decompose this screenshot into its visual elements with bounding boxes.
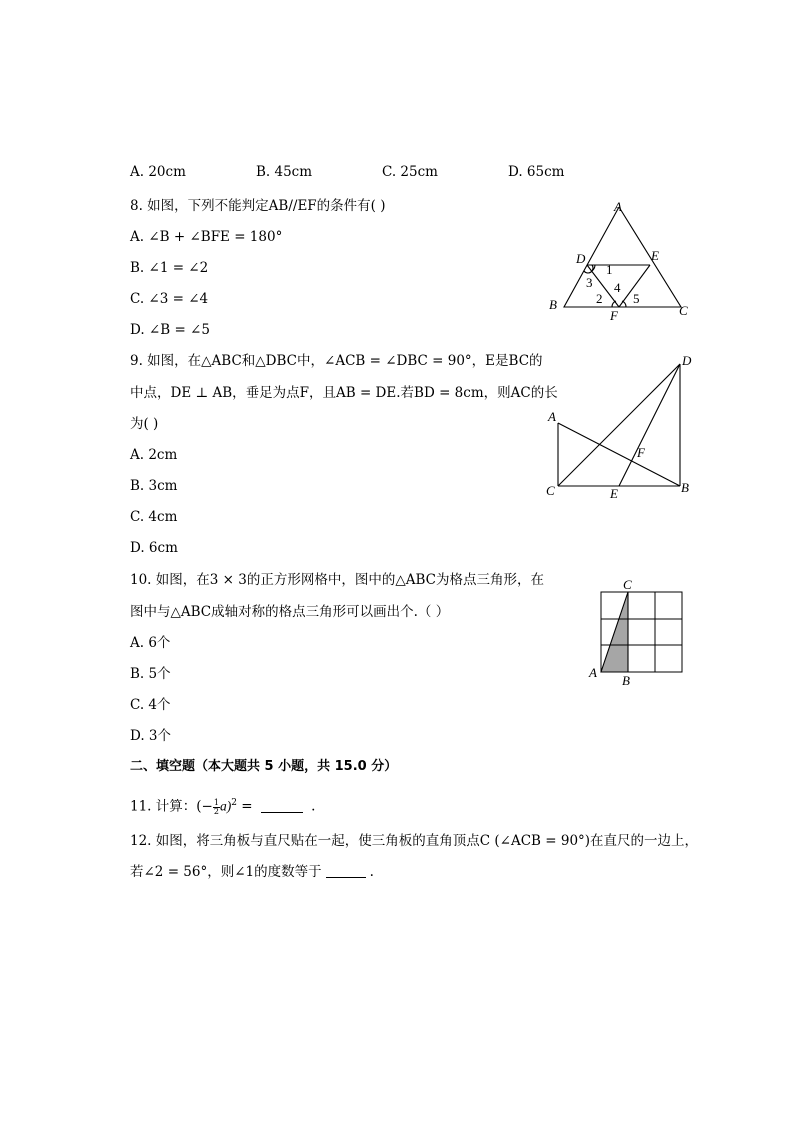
q9-choice-c: C. 4cm: [130, 509, 178, 525]
section2-heading: 二、填空题（本大题共 5 小题，共 15.0 分）: [130, 759, 398, 774]
q8-label-e: E: [651, 248, 659, 263]
q9-label-b: B: [681, 480, 689, 495]
q9-choice-b: B. 3cm: [130, 478, 178, 494]
q11-end: .: [311, 798, 316, 815]
q9-label-e: E: [610, 486, 618, 501]
q10-figure: [585, 575, 690, 690]
q9-label-d: D: [682, 353, 692, 368]
q10-choice-c: C. 4个: [130, 697, 171, 713]
q10-label-b: B: [622, 673, 630, 688]
q11-eq: =: [241, 798, 253, 815]
q8-label-f: F: [610, 308, 618, 323]
q8-figure: [540, 195, 700, 325]
q12-end: .: [369, 864, 374, 880]
q7-choice-c: C. 25cm: [382, 164, 438, 180]
q8-label-d: D: [576, 251, 586, 266]
q10-label-c: C: [623, 577, 632, 592]
q10-stem-line1: 10. 如图，在3 × 3的正方形网格中，图中的△ABC为格点三角形，在: [130, 572, 544, 588]
q8-label-2: 2: [596, 291, 603, 306]
q11-exp: 2: [231, 798, 237, 808]
q8-choice-a: A. ∠B + ∠BFE = 180°: [130, 229, 283, 245]
q9-label-f: F: [637, 445, 645, 460]
q11-line: [130, 793, 315, 817]
q7-choice-d: D. 65cm: [508, 164, 565, 180]
q11-answer-blank[interactable]: [261, 798, 303, 813]
q9-label-c: C: [546, 483, 555, 498]
q11-fraction: [213, 799, 220, 816]
q8-label-4: 4: [614, 280, 621, 295]
q8-choice-c: C. ∠3 = ∠4: [130, 291, 209, 307]
q9-stem-line1: 9. 如图，在△ABC和△DBC中，∠ACB = ∠DBC = 90°，E是BC的: [130, 353, 543, 369]
q8-stem: 8. 如图，下列不能判定AB//EF的条件有( ): [130, 198, 386, 214]
q8-label-c: C: [679, 303, 688, 318]
q10-choice-a: A. 6个: [130, 635, 171, 651]
q11-open: (−: [196, 798, 213, 815]
q9-figure: [540, 350, 700, 505]
q9-label-a: A: [548, 409, 556, 424]
q12-line2: [130, 862, 374, 882]
q11-frac-den: 2: [213, 806, 219, 816]
q12-answer-blank[interactable]: [326, 863, 366, 878]
q12-line2-prefix: 若∠2 = 56°，则∠1的度数等于: [130, 864, 322, 880]
q8-choice-b: B. ∠1 = ∠2: [130, 260, 209, 276]
q11-var: a): [219, 798, 232, 814]
q10-label-a: A: [589, 665, 597, 680]
q10-choice-d: D. 3个: [130, 728, 172, 744]
q10-choice-b: B. 5个: [130, 666, 171, 682]
q8-label-a: A: [614, 199, 622, 214]
q8-label-5: 5: [633, 291, 640, 306]
q9-choice-d: D. 6cm: [130, 540, 178, 556]
q10-triangle: [601, 592, 628, 672]
q7-choice-a: A. 20cm: [130, 164, 186, 180]
q8-label-3: 3: [586, 275, 593, 290]
q8-choice-d: D. ∠B = ∠5: [130, 322, 210, 338]
q9-stem-line3: 为( ): [130, 416, 159, 432]
q7-choice-b: B. 45cm: [256, 164, 313, 180]
q8-label-b: B: [549, 297, 557, 312]
q11-frac-num: 1: [213, 797, 219, 807]
q12-line1: 12. 如图，将三角板与直尺贴在一起，使三角板的直角顶点C (∠ACB = 90°)在直尺的一边上，: [130, 833, 699, 849]
q9-stem-line2: 中点，DE ⊥ AB，垂足为点F，且AB = DE.若BD = 8cm，则AC的长: [130, 385, 558, 401]
q10-stem-line2: 图中与△ABC成轴对称的格点三角形可以画出个.（ ）: [130, 604, 450, 620]
q9-choice-a: A. 2cm: [130, 447, 178, 463]
q11-prefix: 11. 计算：: [130, 798, 197, 815]
q8-label-1: 1: [606, 262, 613, 277]
